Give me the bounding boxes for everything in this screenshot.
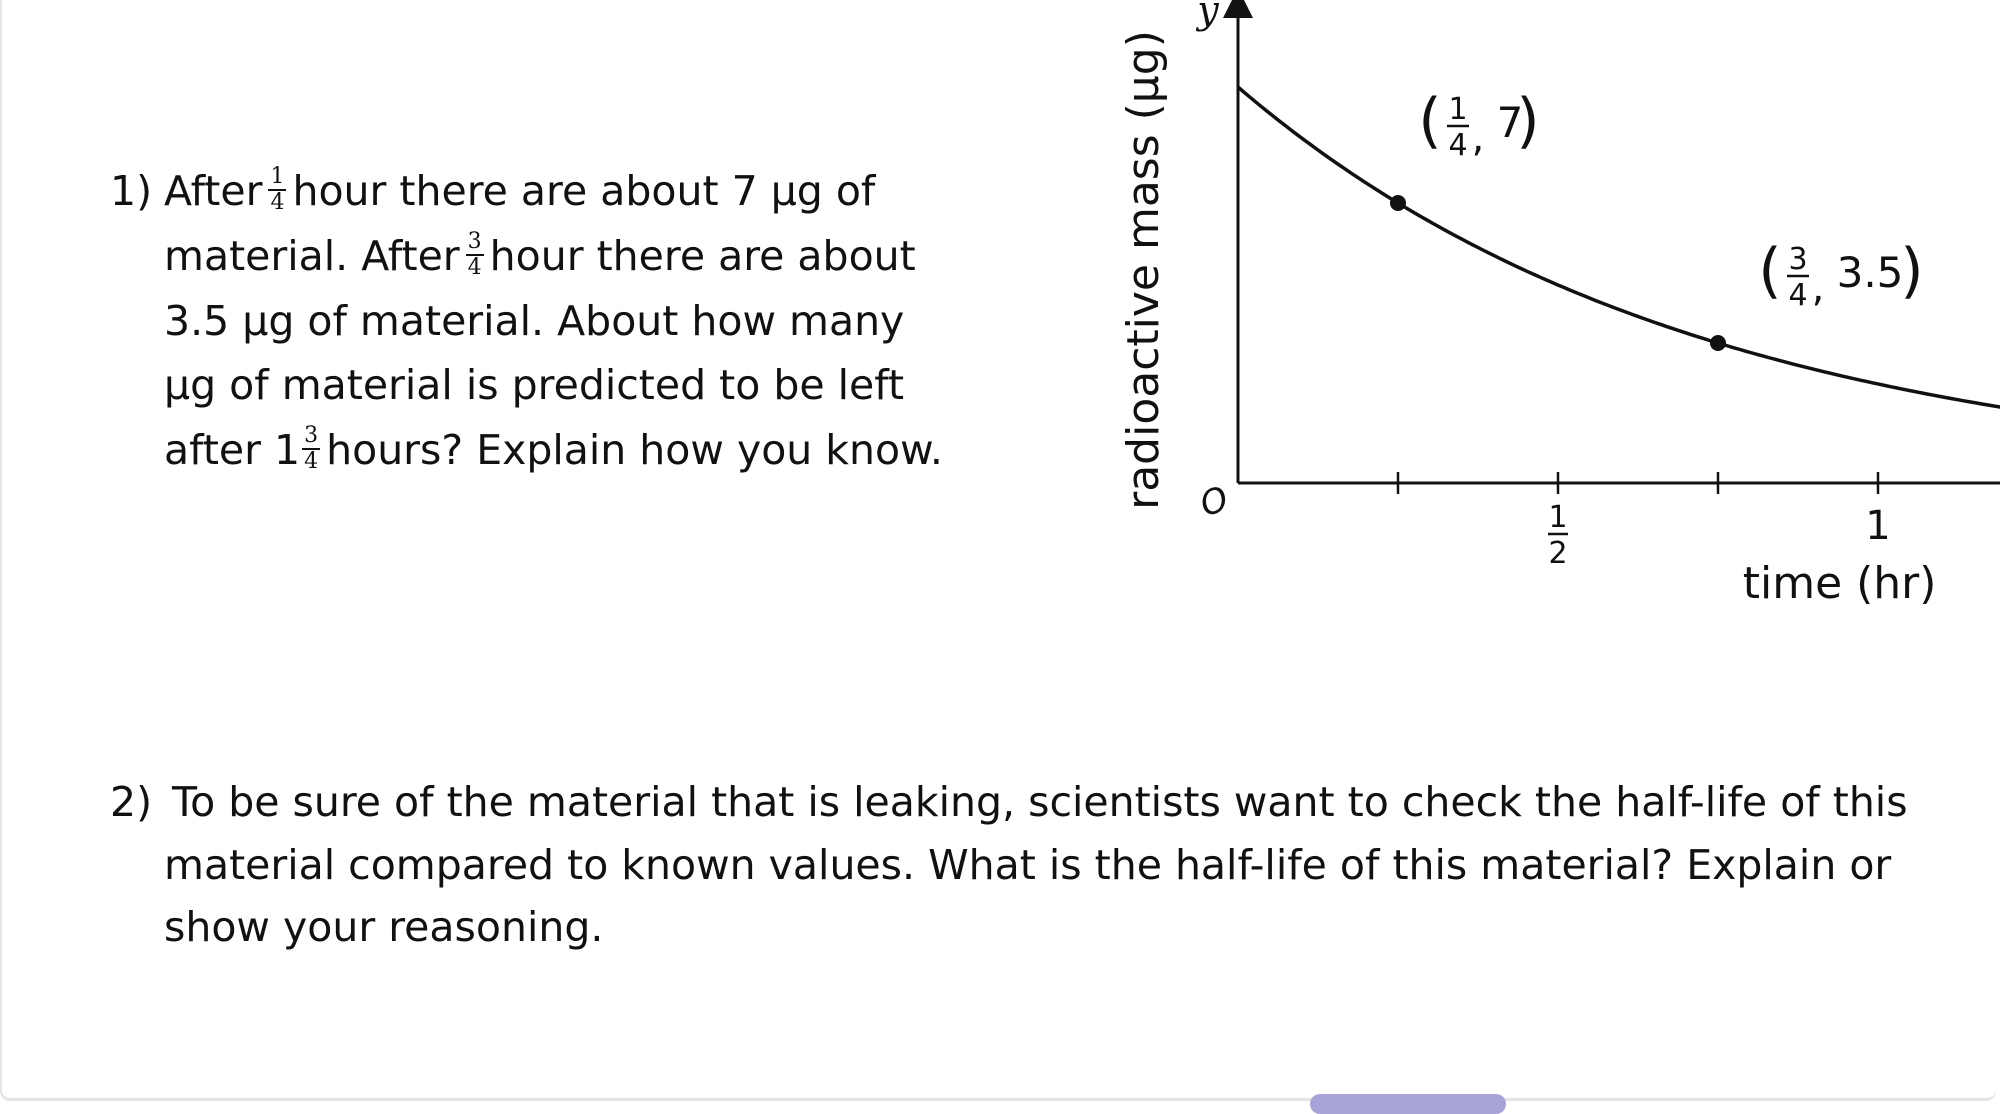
fraction-denominator: 4 <box>304 449 319 474</box>
scroll-handle[interactable] <box>1310 1094 1506 1114</box>
question-1-line-1 <box>164 159 875 223</box>
fraction-three-quarters <box>466 231 484 279</box>
point-label-comma: , <box>1471 115 1485 161</box>
chart-root <box>1118 0 2000 609</box>
question-1-text: after 1 <box>164 426 301 474</box>
question-1-text: After <box>164 167 263 215</box>
x-tick-label: 1 <box>1865 503 1891 549</box>
fraction-three-quarters <box>302 425 320 473</box>
point-label-numerator: 3 <box>1788 242 1808 277</box>
question-2-line-1: To be sure of the material that is leaking, scientists want to check the half-life of this <box>172 778 1908 826</box>
question-1-text: hour there are about <box>489 232 916 280</box>
point-label-value: 3.5 <box>1836 248 1904 297</box>
y-axis-title: radioactive mass (μg) <box>1118 30 1169 510</box>
fraction-numerator: 1 <box>270 164 285 189</box>
question-1-text: hours? Explain how you know. <box>326 426 943 474</box>
point-label-paren: ) <box>1516 86 1540 156</box>
y-axis-letter: y <box>1197 0 1219 32</box>
point-label-paren: ) <box>1900 236 1924 306</box>
question-1-line-4: μg of material is predicted to be left <box>164 361 905 409</box>
data-point <box>1390 195 1406 211</box>
origin-label: O <box>1194 478 1234 526</box>
data-point <box>1710 335 1726 351</box>
point-label-denominator: 4 <box>1448 128 1468 163</box>
question-2-line-3: show your reasoning. <box>164 903 604 951</box>
question-2-number: 2) <box>110 778 153 826</box>
point-label-denominator: 4 <box>1788 278 1808 313</box>
question-1-line-3: 3.5 μg of material. About how many <box>164 297 905 345</box>
question-1-text: hour there are about 7 μg of <box>292 167 876 215</box>
x-axis-title: time (hr) <box>1742 558 1937 609</box>
x-tick-label-denominator: 2 <box>1548 536 1568 571</box>
question-1-line-2 <box>164 224 916 288</box>
fraction-one-quarter <box>268 166 286 214</box>
question-1-line-5 <box>164 418 943 482</box>
point-label-paren: ( <box>1418 86 1442 156</box>
point-label-value: 7 <box>1496 98 1524 147</box>
fraction-denominator: 4 <box>467 255 482 280</box>
fraction-denominator: 4 <box>270 190 285 215</box>
x-tick-label-numerator: 1 <box>1548 500 1568 535</box>
question-1-text: material. After <box>164 232 460 280</box>
decay-graph <box>1100 0 1937 660</box>
point-label-paren: ( <box>1758 236 1782 306</box>
point-label-comma: , <box>1811 265 1825 311</box>
question-2-line-2: material compared to known values. What is the half-life of this material? Explain or <box>164 841 1892 889</box>
fraction-numerator: 3 <box>467 229 482 254</box>
point-label-numerator: 1 <box>1448 92 1468 127</box>
fraction-numerator: 3 <box>304 423 319 448</box>
question-1-number: 1) <box>110 167 153 215</box>
